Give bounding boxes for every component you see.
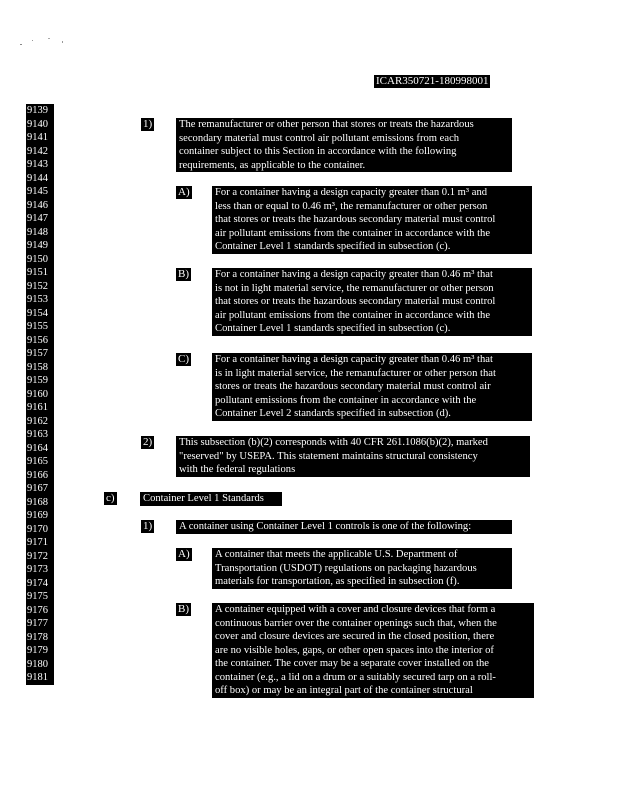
text-line: secondary material must control air pollutant emissions from each bbox=[179, 132, 460, 144]
text-line: requirements, as applicable to the container. bbox=[179, 159, 366, 171]
line-number: 9141 bbox=[27, 132, 48, 143]
text-line: air pollutant emissions from the container in accordance with the bbox=[215, 309, 491, 321]
text-line: Container Level 1 standards specified in subsection (c). bbox=[215, 323, 451, 334]
paragraph-1a bbox=[212, 186, 532, 254]
text-line: cover and closure devices are secured in the closed position, there bbox=[215, 631, 495, 642]
line-number: 9142 bbox=[27, 145, 48, 157]
line-number: 9168 bbox=[27, 496, 48, 508]
item-label-2: 2) bbox=[143, 436, 153, 448]
scan-specks bbox=[18, 34, 78, 54]
line-number: 9159 bbox=[27, 375, 48, 386]
text-line: less than or equal to 0.46 m³, the remanufacturer or other person bbox=[215, 200, 488, 212]
line-number: 9144 bbox=[27, 172, 48, 184]
document-id: ICAR350721-180998001 bbox=[376, 75, 489, 87]
item-label-c1: 1) bbox=[143, 520, 153, 532]
text-line: Container Level 1 Standards bbox=[143, 493, 264, 504]
text-line: container subject to this Section in accordance with the following bbox=[179, 146, 457, 157]
line-number: 9177 bbox=[27, 618, 48, 629]
line-number-column bbox=[26, 104, 54, 685]
item-label-1b: B) bbox=[178, 268, 189, 280]
line-number: 9149 bbox=[27, 240, 48, 251]
line-number: 9164 bbox=[27, 442, 48, 454]
text-line: Container Level 2 standards specified in subsection (d). bbox=[215, 408, 451, 419]
text-line: A container equipped with a cover and closure devices that form a bbox=[215, 604, 496, 615]
text-line: continuous barrier over the container openings such that, when the bbox=[215, 617, 497, 629]
text-line: A container using Container Level 1 controls is one of the following: bbox=[179, 521, 472, 532]
text-line: For a container having a design capacity greater than 0.46 m³ that bbox=[215, 354, 493, 365]
line-number: 9179 bbox=[27, 645, 48, 656]
line-number: 9165 bbox=[27, 456, 48, 467]
text-line: the container. The cover may be a separate cover installed on the bbox=[215, 658, 489, 669]
text-line: off box) or may be an integral part of the container structural bbox=[215, 685, 473, 696]
text-line: A container that meets the applicable U.S. Department of bbox=[215, 549, 458, 560]
line-number: 9146 bbox=[27, 199, 48, 211]
text-line: Transportation (USDOT) regulations on packaging hazardous bbox=[215, 562, 477, 574]
item-label-1c: C) bbox=[178, 353, 189, 365]
text-line: that stores or treats the hazardous secondary material must control bbox=[215, 214, 496, 225]
text-line: is in light material service, the remanufacturer or other person that bbox=[215, 367, 496, 379]
paragraph-c1a bbox=[212, 548, 512, 589]
section-label-c: c) bbox=[106, 492, 115, 504]
line-number: 9148 bbox=[27, 226, 48, 238]
paragraph-c1 bbox=[176, 520, 512, 534]
line-number: 9180 bbox=[27, 658, 48, 670]
text-line: This subsection (b)(2) corresponds with 40 CFR 261.1086(b)(2), marked bbox=[179, 437, 488, 448]
line-number: 9158 bbox=[27, 361, 48, 373]
item-label-1: 1) bbox=[143, 118, 153, 130]
line-number: 9140 bbox=[27, 118, 48, 130]
text-line: pollutant emissions from the container in accordance with the bbox=[215, 394, 477, 406]
text-line: container (e.g., a lid on a drum or a suitably secured tarp on a roll- bbox=[215, 671, 496, 683]
line-number: 9155 bbox=[27, 321, 48, 332]
line-number: 9147 bbox=[27, 213, 48, 224]
line-number: 9166 bbox=[27, 469, 48, 481]
text-line: is not in light material service, the remanufacturer or other person bbox=[215, 282, 494, 294]
line-number: 9150 bbox=[27, 253, 48, 265]
line-number: 9145 bbox=[27, 186, 48, 197]
line-number: 9154 bbox=[27, 307, 48, 319]
line-number: 9169 bbox=[27, 510, 48, 521]
text-line: "reserved" by USEPA. This statement maintains structural consistency bbox=[179, 450, 478, 462]
line-number: 9161 bbox=[27, 402, 48, 413]
text-line: materials for transportation, as specified in subsection (f). bbox=[215, 576, 460, 587]
paragraph-1b bbox=[212, 268, 532, 336]
item-label-1a: A) bbox=[178, 186, 190, 198]
line-number: 9160 bbox=[27, 388, 48, 400]
line-number: 9175 bbox=[27, 591, 48, 602]
text-line: Container Level 1 standards specified in subsection (c). bbox=[215, 241, 451, 252]
paragraph-1c bbox=[212, 353, 532, 421]
line-number: 9178 bbox=[27, 631, 48, 643]
text-line: stores or treats the hazardous secondary material must control air bbox=[215, 381, 491, 392]
line-number: 9151 bbox=[27, 267, 48, 278]
line-number: 9157 bbox=[27, 348, 48, 359]
line-number: 9171 bbox=[27, 537, 48, 548]
line-number: 9153 bbox=[27, 294, 48, 305]
line-number: 9176 bbox=[27, 604, 48, 616]
line-number: 9139 bbox=[27, 105, 48, 116]
line-number: 9170 bbox=[27, 523, 48, 535]
line-number: 9163 bbox=[27, 429, 48, 440]
text-line: For a container having a design capacity greater than 0.46 m³ that bbox=[215, 269, 493, 280]
paragraph-c1b bbox=[212, 603, 534, 698]
text-line: The remanufacturer or other person that stores or treats the hazardous bbox=[179, 119, 474, 130]
line-number: 9172 bbox=[27, 550, 48, 562]
line-number: 9173 bbox=[27, 564, 48, 575]
line-number: 9143 bbox=[27, 159, 48, 170]
line-number: 9174 bbox=[27, 577, 48, 589]
line-number: 9162 bbox=[27, 415, 48, 427]
text-line: For a container having a design capacity greater than 0.1 m³ and bbox=[215, 187, 488, 198]
paragraph-1 bbox=[176, 118, 512, 172]
line-number: 9152 bbox=[27, 280, 48, 292]
item-label-c1b: B) bbox=[178, 603, 189, 615]
line-number: 9156 bbox=[27, 334, 48, 346]
text-line: with the federal regulations bbox=[179, 464, 296, 475]
line-number: 9167 bbox=[27, 483, 48, 494]
text-line: are no visible holes, gaps, or other open spaces into the interior of bbox=[215, 644, 494, 656]
line-number: 9181 bbox=[27, 672, 48, 683]
text-line: air pollutant emissions from the container in accordance with the bbox=[215, 227, 491, 239]
paragraph-2 bbox=[176, 436, 530, 477]
section-heading-container-level-1 bbox=[140, 492, 282, 506]
text-line: that stores or treats the hazardous secondary material must control bbox=[215, 296, 496, 307]
item-label-c1a: A) bbox=[178, 548, 190, 560]
